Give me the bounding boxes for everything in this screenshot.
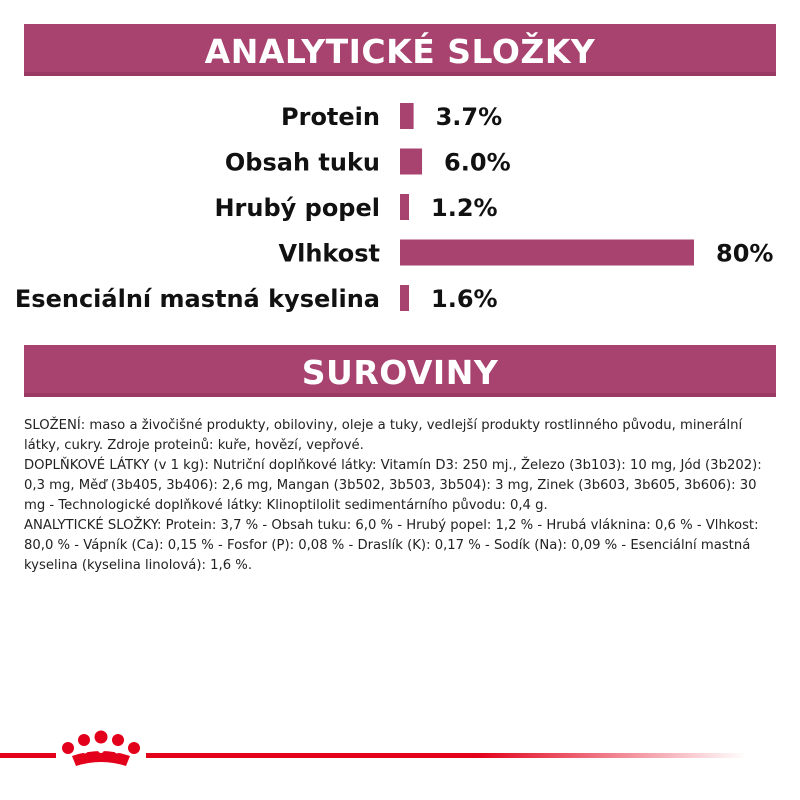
value-label: 3.7% bbox=[435, 103, 503, 131]
value-label: 6.0% bbox=[444, 148, 511, 177]
ingredients-title: SUROVINY bbox=[301, 353, 499, 392]
bar bbox=[400, 149, 422, 175]
category-label: Hrubý popel bbox=[214, 194, 380, 222]
analytics-section-header bbox=[24, 24, 776, 76]
category-label: Esenciální mastná kyselina bbox=[14, 285, 380, 313]
bar bbox=[400, 194, 409, 220]
additives-paragraph: DOPLŇKOVÉ LÁTKY (v 1 kg): Nutriční doplňkové látky: Vitamín D3: 250 mj., Železo (3b103): 10 mg, Jód (3b202): 0,3 mg, Měď (3b405, 3b406): 2,6 mg, Mangan (3b502, 3b503, 3b504): 3 mg, Zinek (3b603, 3b605, 3b606): 30 mg - Technologické doplňkové látky: Klinoptilolit sedimentárního původu: 0,4 g. bbox=[24, 458, 762, 513]
composition-text bbox=[24, 416, 776, 576]
bar bbox=[400, 285, 409, 311]
banner-shade bbox=[24, 72, 776, 76]
value-label: 80% bbox=[716, 239, 774, 268]
category-label: Vlhkost bbox=[278, 239, 380, 268]
footer-line-right bbox=[146, 753, 746, 758]
analytics-paragraph: ANALYTICKÉ SLOŽKY: Protein: 3,7 % - Obsah tuku: 6,0 % - Hrubý popel: 1,2 % - Hrubá vláknina: 0,6 % - Vlhkost: 80,0 % - Vápník (Ca): 0,15 % - Fosfor (P): 0,08 % - Draslík (K): 0,17 % - Sodík (Na): 0,09 % - Esenciální mastná kyselina (kyselina linolová): 1,6 %. bbox=[24, 518, 759, 573]
category-labels bbox=[15, 103, 380, 313]
analytics-bar-chart bbox=[0, 92, 800, 322]
bar bbox=[400, 240, 694, 266]
analytics-title: ANALYTICKÉ SLOŽKY bbox=[204, 32, 596, 71]
banner-shade bbox=[24, 393, 776, 397]
value-labels bbox=[431, 103, 773, 313]
bar bbox=[400, 103, 414, 129]
crown-logo-icon bbox=[62, 731, 140, 767]
value-label: 1.2% bbox=[431, 194, 498, 222]
footer-line-left bbox=[0, 753, 56, 758]
category-label: Obsah tuku bbox=[224, 148, 380, 177]
composition-paragraph: SLOŽENÍ: maso a živočišné produkty, obiloviny, oleje a tuky, vedlejší produkty rostlinného původu, minerální látky, cukry. Zdroje proteinů: kuře, hovězí, vepřové. bbox=[24, 418, 743, 453]
value-label: 1.6% bbox=[431, 285, 498, 313]
category-label: Protein bbox=[281, 103, 380, 131]
footer-brand-strip bbox=[0, 726, 800, 786]
ingredients-section-header bbox=[24, 345, 776, 397]
